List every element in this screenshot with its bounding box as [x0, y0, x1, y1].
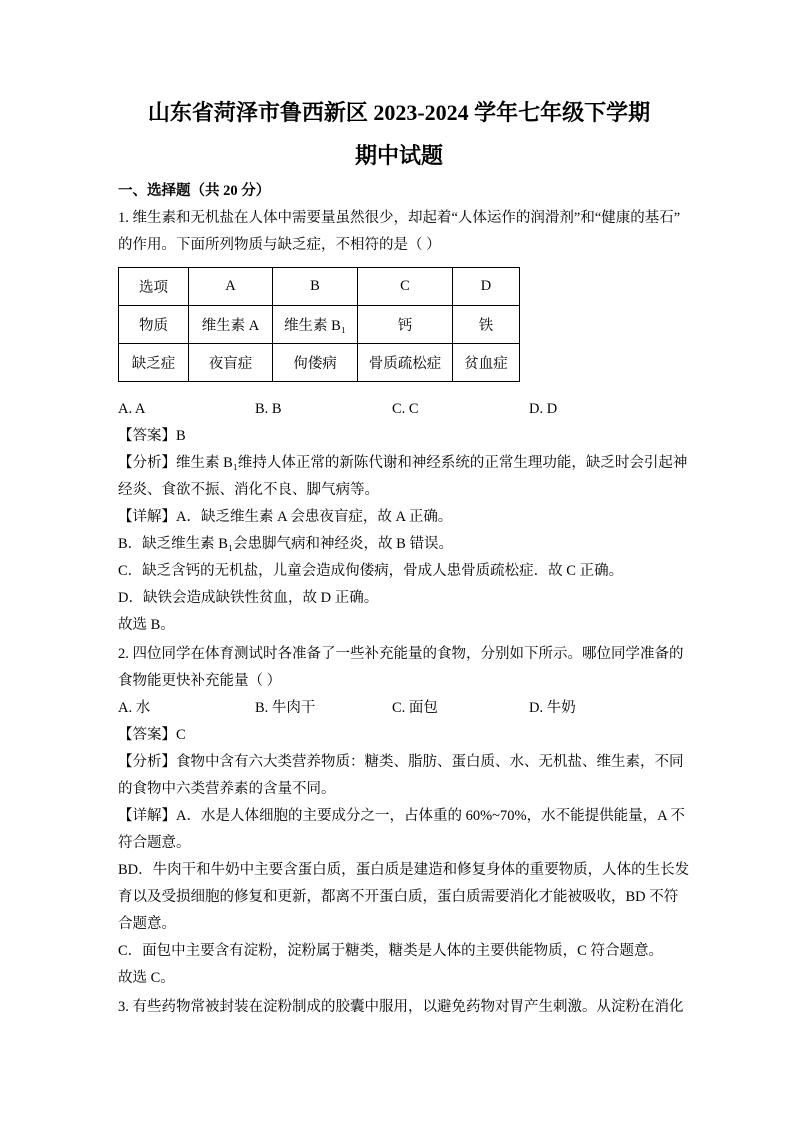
q1-detail-line-a: 【详解】A．缺乏维生素 A 会患夜盲症，故 A 正确。 — [118, 509, 453, 525]
q1-table-cell: 铁 — [453, 306, 520, 344]
q1-answer: 【答案】B — [118, 428, 186, 444]
q1-table-cell: 骨质疏松症 — [358, 344, 453, 382]
q2-option-row — [118, 695, 680, 722]
q2-answer: 【答案】C — [118, 727, 186, 743]
q2-stem-line-1: 2. 四位同学在体育测试时各准备了一些补充能量的食物，分别如下所示。哪位同学准备的 — [118, 646, 684, 662]
q1-table-cell: B — [273, 268, 358, 306]
q1-option-c: C. C — [392, 401, 419, 417]
q2-detail-line-5: 合题意。 — [118, 916, 176, 932]
q1-option-a: A. A — [118, 401, 146, 417]
q1-detail-line-b: B．缺乏维生素 B₁会患脚气病和神经炎，故 B 错误。 — [118, 536, 453, 552]
q1-table-cell: C — [358, 268, 453, 306]
q2-analysis-line-1: 【分析】食物中含有六大类营养物质：糖类、脂肪、蛋白质、水、无机盐、维生素，不同 — [118, 754, 684, 770]
q1-table-cell: 夜盲症 — [189, 344, 273, 382]
q1-option-row — [118, 396, 680, 423]
section-heading-multiple-choice: 一、选择题（共 20 分） — [118, 183, 271, 199]
q1-table-row-deficiency — [119, 344, 520, 382]
q2-detail-line-2: 符合题意。 — [118, 835, 191, 851]
q1-table-row-substance — [119, 306, 520, 344]
q1-option-d: D. D — [529, 401, 558, 417]
q1-table-cell: 佝偻病 — [273, 344, 358, 382]
q1-table-cell: 物质 — [119, 306, 189, 344]
q2-detail-line-4: 育以及受损细胞的修复和更新，都离不开蛋白质，蛋白质需要消化才能被吸收，BD 不符 — [118, 889, 679, 905]
document-title-line2: 期中试题 — [354, 143, 443, 168]
q2-option-c: C. 面包 — [392, 700, 438, 716]
q1-analysis-line-1: 【分析】维生素 B₁维持人体正常的新陈代谢和神经系统的正常生理功能，缺乏时会引起神 — [118, 455, 688, 471]
q1-table-cell: 贫血症 — [453, 344, 520, 382]
q1-detail-line-d: D．缺铁会造成缺铁性贫血，故 D 正确。 — [118, 590, 379, 606]
q1-table-cell: A — [189, 268, 273, 306]
q1-stem-line-1: 1. 维生素和无机盐在人体中需要量虽然很少，却起着“人体运作的润滑剂”和“健康的基石” — [118, 210, 681, 226]
q1-table-cell: 维生素 A — [189, 306, 273, 344]
q2-detail-line-3: BD．牛肉干和牛奶中主要含蛋白质，蛋白质是建造和修复身体的重要物质，人体的生长发 — [118, 862, 690, 878]
q1-table-cell: 维生素 B₁ — [273, 306, 358, 344]
q2-option-d: D. 牛奶 — [529, 700, 576, 716]
q2-option-b: B. 牛肉干 — [255, 700, 316, 716]
q1-table-cell: 钙 — [358, 306, 453, 344]
q2-detail-line-1: 【详解】A．水是人体细胞的主要成分之一，占体重的 60%~70%，水不能提供能量，A 不 — [118, 808, 685, 824]
document-content — [118, 0, 690, 1021]
q1-table-cell: 选项 — [119, 268, 189, 306]
q1-option-b: B. B — [255, 401, 282, 417]
q1-table-cell: 缺乏症 — [119, 344, 189, 382]
q3-stem-line-1: 3. 有些药物常被封装在淀粉制成的胶囊中服用，以避免药物对胃产生刺激。从淀粉在消化 — [118, 999, 684, 1015]
q1-table-cell: D — [453, 268, 520, 306]
q1-table-row-option — [119, 268, 520, 306]
q1-detail-line-c: C．缺乏含钙的无机盐，儿童会造成佝偻病，骨成人患骨质疏松症．故 C 正确。 — [118, 563, 624, 579]
q2-analysis-line-2: 的食物中六类营养素的含量不同。 — [118, 781, 336, 797]
q1-stem-line-2: 的作用。下面所列物质与缺乏症，不相符的是（ ） — [118, 237, 441, 253]
q1-analysis-line-2: 经炎、食欲不振、消化不良、脚气病等。 — [118, 482, 379, 498]
q1-options-table — [118, 267, 520, 382]
q2-conclusion: 故选 C。 — [118, 970, 175, 986]
document-title-line1: 山东省菏泽市鲁西新区 2023-2024 学年七年级下学期 — [147, 100, 651, 125]
q2-option-a: A. 水 — [118, 700, 151, 716]
q1-conclusion: 故选 B。 — [118, 617, 175, 633]
q2-stem-line-2: 食物能更快补充能量（ ） — [118, 673, 282, 689]
q2-detail-line-6: C．面包中主要含有淀粉，淀粉属于糖类，糖类是人体的主要供能物质，C 符合题意。 — [118, 943, 663, 959]
